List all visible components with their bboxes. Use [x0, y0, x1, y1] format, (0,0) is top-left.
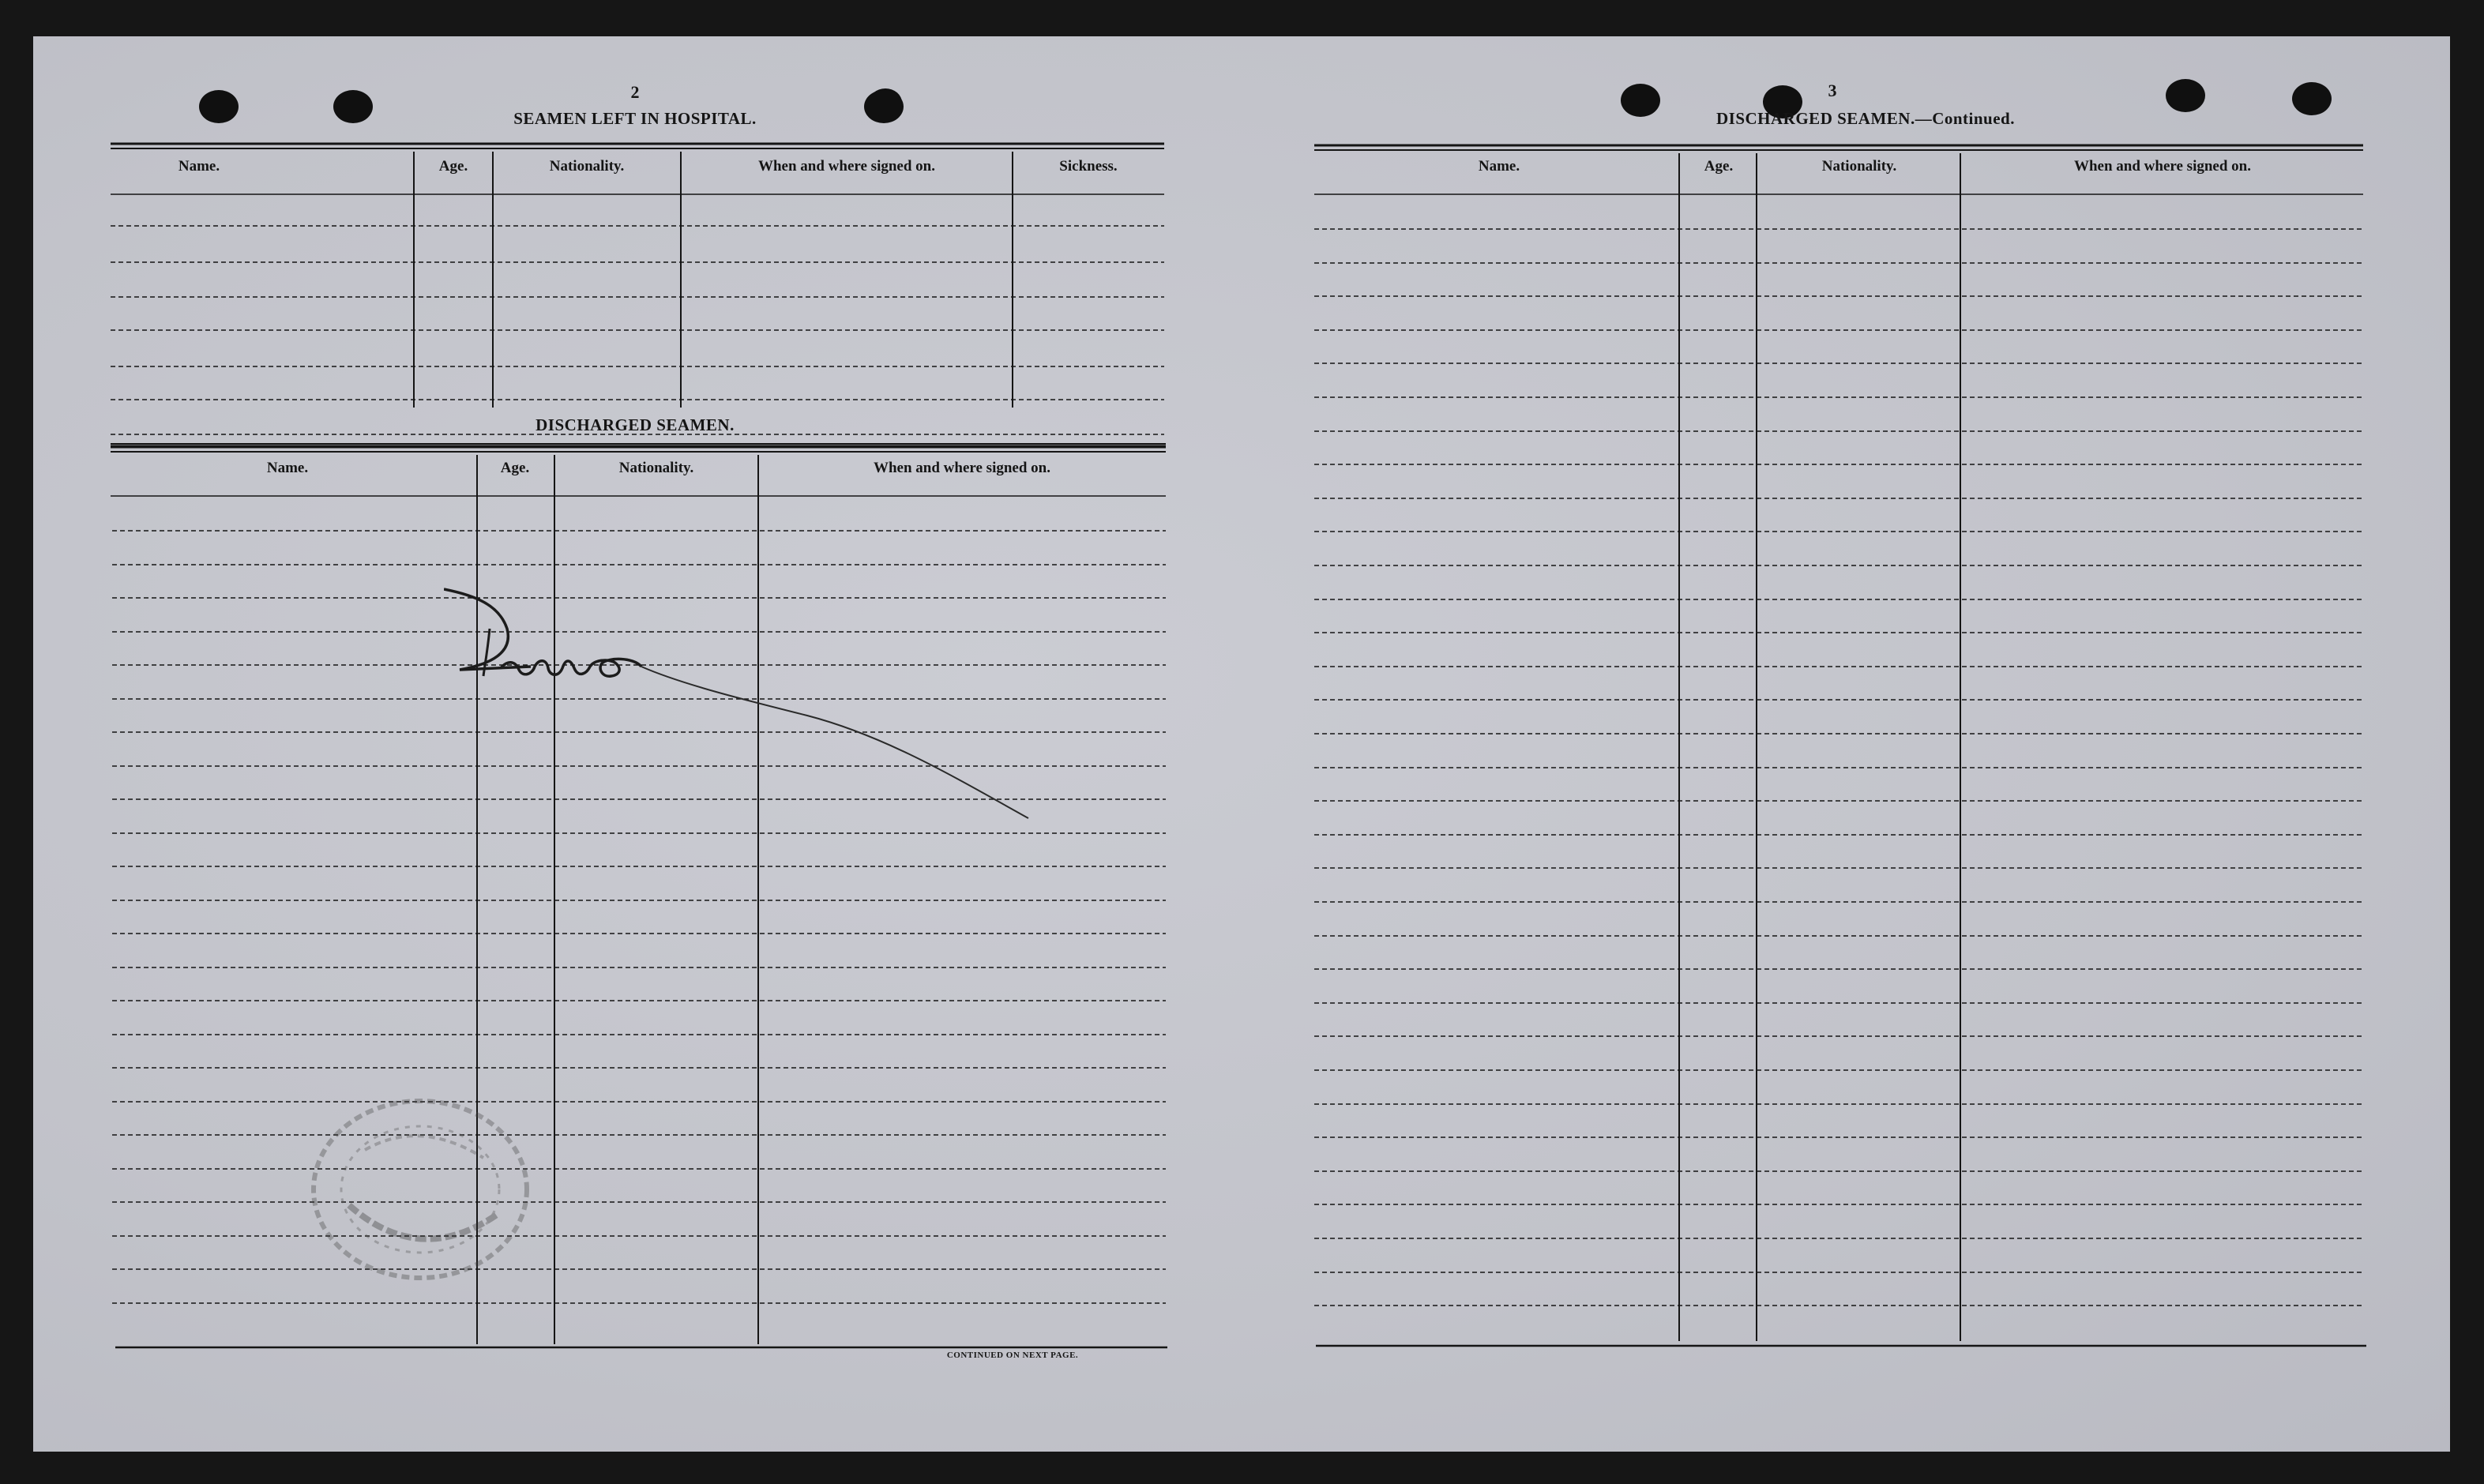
handwritten-none — [444, 581, 1044, 834]
column-header-nationality: Nationality. — [1821, 158, 1897, 175]
section-title-hospital: SEAMEN LEFT IN HOSPITAL. — [513, 109, 757, 128]
faded-stamp — [302, 1087, 539, 1292]
column-header-name: Name. — [1478, 158, 1520, 175]
manifest-sheet — [33, 36, 2450, 1452]
column-header-age: Age. — [1704, 158, 1734, 175]
column-header-signed-on: When and where signed on. — [757, 158, 935, 175]
column-header-nationality: Nationality. — [618, 460, 694, 476]
page-number: 3 — [1828, 81, 1837, 100]
column-header-age: Age. — [438, 158, 468, 175]
column-header-nationality: Nationality. — [549, 158, 625, 175]
page-number: 2 — [630, 82, 640, 102]
continued-note: CONTINUED ON NEXT PAGE. — [946, 1351, 1079, 1360]
column-header-name: Name. — [266, 460, 309, 476]
section-title-discharged: DISCHARGED SEAMEN. — [536, 415, 735, 434]
section-title-discharged-continued: DISCHARGED SEAMEN.—Continued. — [1716, 109, 2015, 128]
column-header-name: Name. — [178, 158, 220, 175]
column-header-age: Age. — [500, 460, 530, 476]
column-header-sickness: Sickness. — [1059, 158, 1118, 175]
column-header-signed-on: When and where signed on. — [2073, 158, 2251, 175]
column-header-signed-on: When and where signed on. — [873, 460, 1050, 476]
